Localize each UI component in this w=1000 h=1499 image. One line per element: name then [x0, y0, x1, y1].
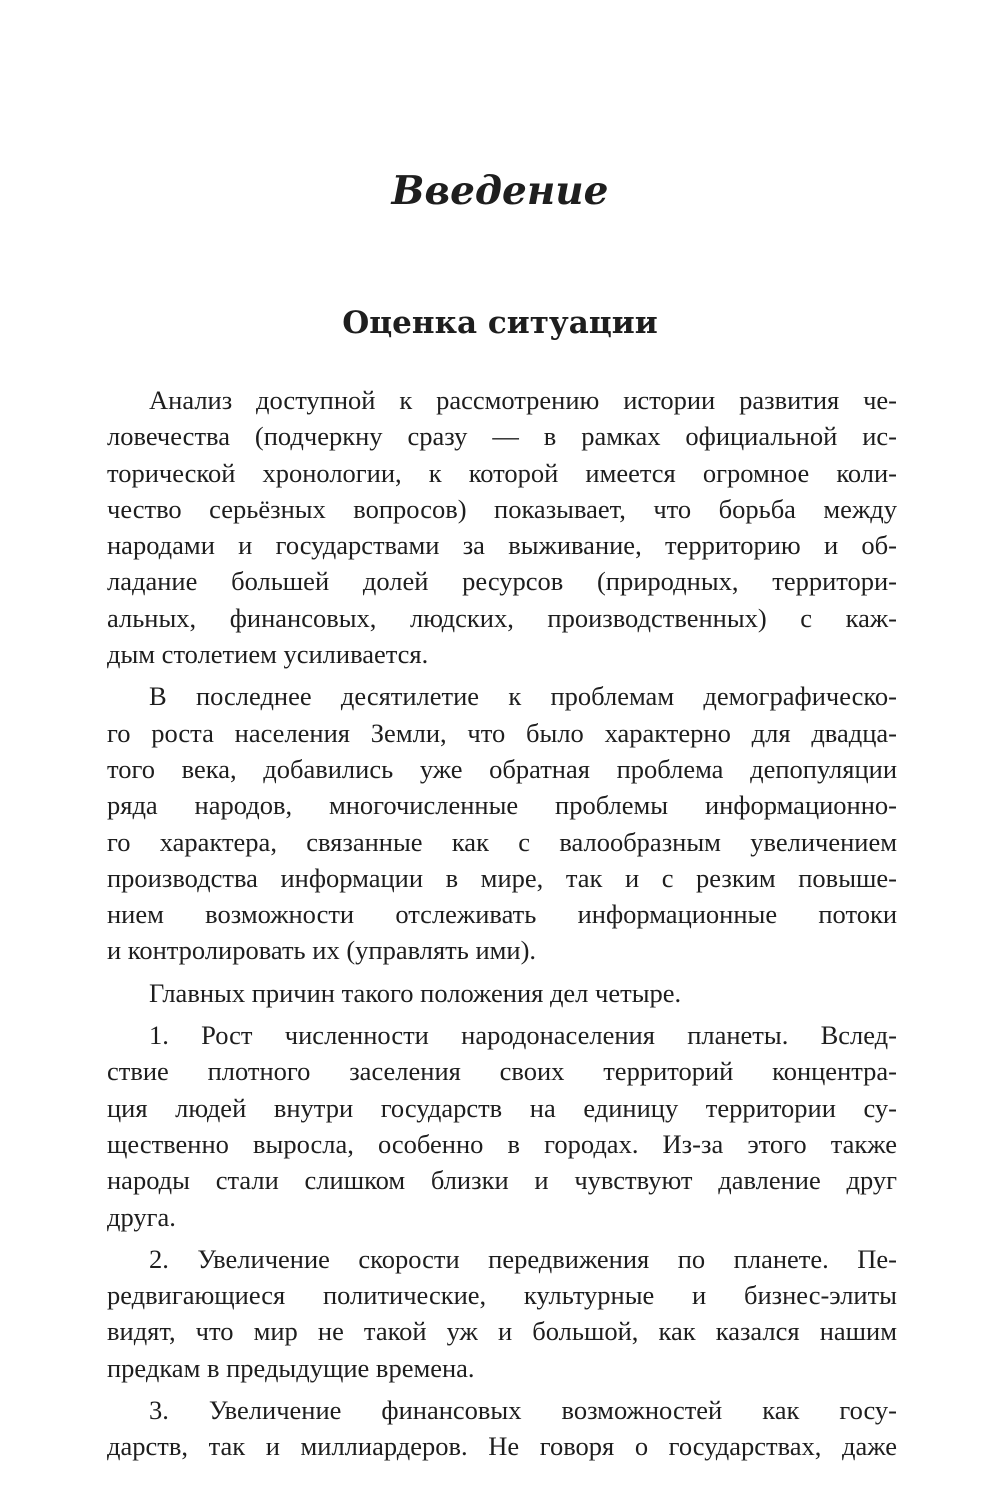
text-line: го роста населения Земли, что было характерно для двадца- — [107, 717, 897, 748]
text-line: го характера, связанные как с валообразным увеличением — [107, 826, 897, 857]
text-line: редвигающиеся политические, культурные и бизнес-элиты — [107, 1280, 897, 1311]
body-text — [107, 382, 897, 1471]
text-line: дарств, так и миллиардеров. Не говоря о государствах, даже — [107, 1431, 897, 1462]
text-line: 2. Увеличение скорости передвижения по планете. Пе- — [149, 1243, 897, 1274]
paragraph — [107, 382, 897, 672]
text-line: того века, добавились уже обратная проблема депопуляции — [107, 753, 897, 784]
text-line: предкам в предыдущие времена. — [107, 1352, 475, 1383]
text-line: ладание большей долей ресурсов (природных, территори- — [107, 566, 897, 597]
paragraph — [107, 1241, 897, 1386]
text-line: ция людей внутри государств на единицу территории су- — [107, 1092, 897, 1123]
paragraph — [107, 678, 897, 968]
text-line: торической хронологии, к которой имеется огромное коли- — [107, 457, 897, 488]
text-line: альных, финансовых, людских, производственных) с каж- — [107, 602, 897, 633]
text-line: Анализ доступной к рассмотрению истории развития че- — [149, 385, 897, 415]
text-line: и контролировать их (управлять ими). — [107, 935, 537, 966]
text-line: Главных причин такого положения дел четыре. — [149, 977, 682, 1008]
text-line: производства информации в мире, так и с резким повыше- — [107, 862, 897, 893]
text-line: ловечества (подчеркну сразу — в рамках официальной ис- — [107, 421, 897, 452]
text-line: дым столетием усиливается. — [107, 639, 429, 670]
text-line: щественно выросла, особенно в городах. Из-за этого также — [107, 1128, 897, 1159]
paragraph — [107, 1017, 897, 1235]
text-line: народы стали слишком близки и чувствуют давление друг — [107, 1165, 897, 1196]
text-line: видят, что мир не такой уж и большой, как казался нашим — [107, 1316, 897, 1347]
chapter-title: Введение — [391, 168, 609, 214]
text-line: 3. Увеличение финансовых возможностей как госу- — [149, 1395, 897, 1426]
text-line: В последнее десятилетие к проблемам демографическо- — [149, 681, 897, 712]
text-line: народами и государствами за выживание, территорию и об- — [107, 530, 897, 561]
text-line: друга. — [107, 1201, 176, 1232]
text-line: ствие плотного заселения своих территорий концентра- — [107, 1056, 897, 1087]
text-line: 1. Рост численности народонаселения планеты. Вслед- — [149, 1020, 897, 1051]
paragraph — [107, 975, 897, 1011]
text-line: чество серьёзных вопросов) показывает, что борьба между — [107, 493, 897, 524]
text-line: ряда народов, многочисленные проблемы информационно- — [107, 790, 897, 821]
section-title: Оценка ситуации — [342, 305, 658, 341]
paragraph — [107, 1392, 897, 1465]
text-line: нием возможности отслеживать информационные потоки — [107, 899, 897, 930]
